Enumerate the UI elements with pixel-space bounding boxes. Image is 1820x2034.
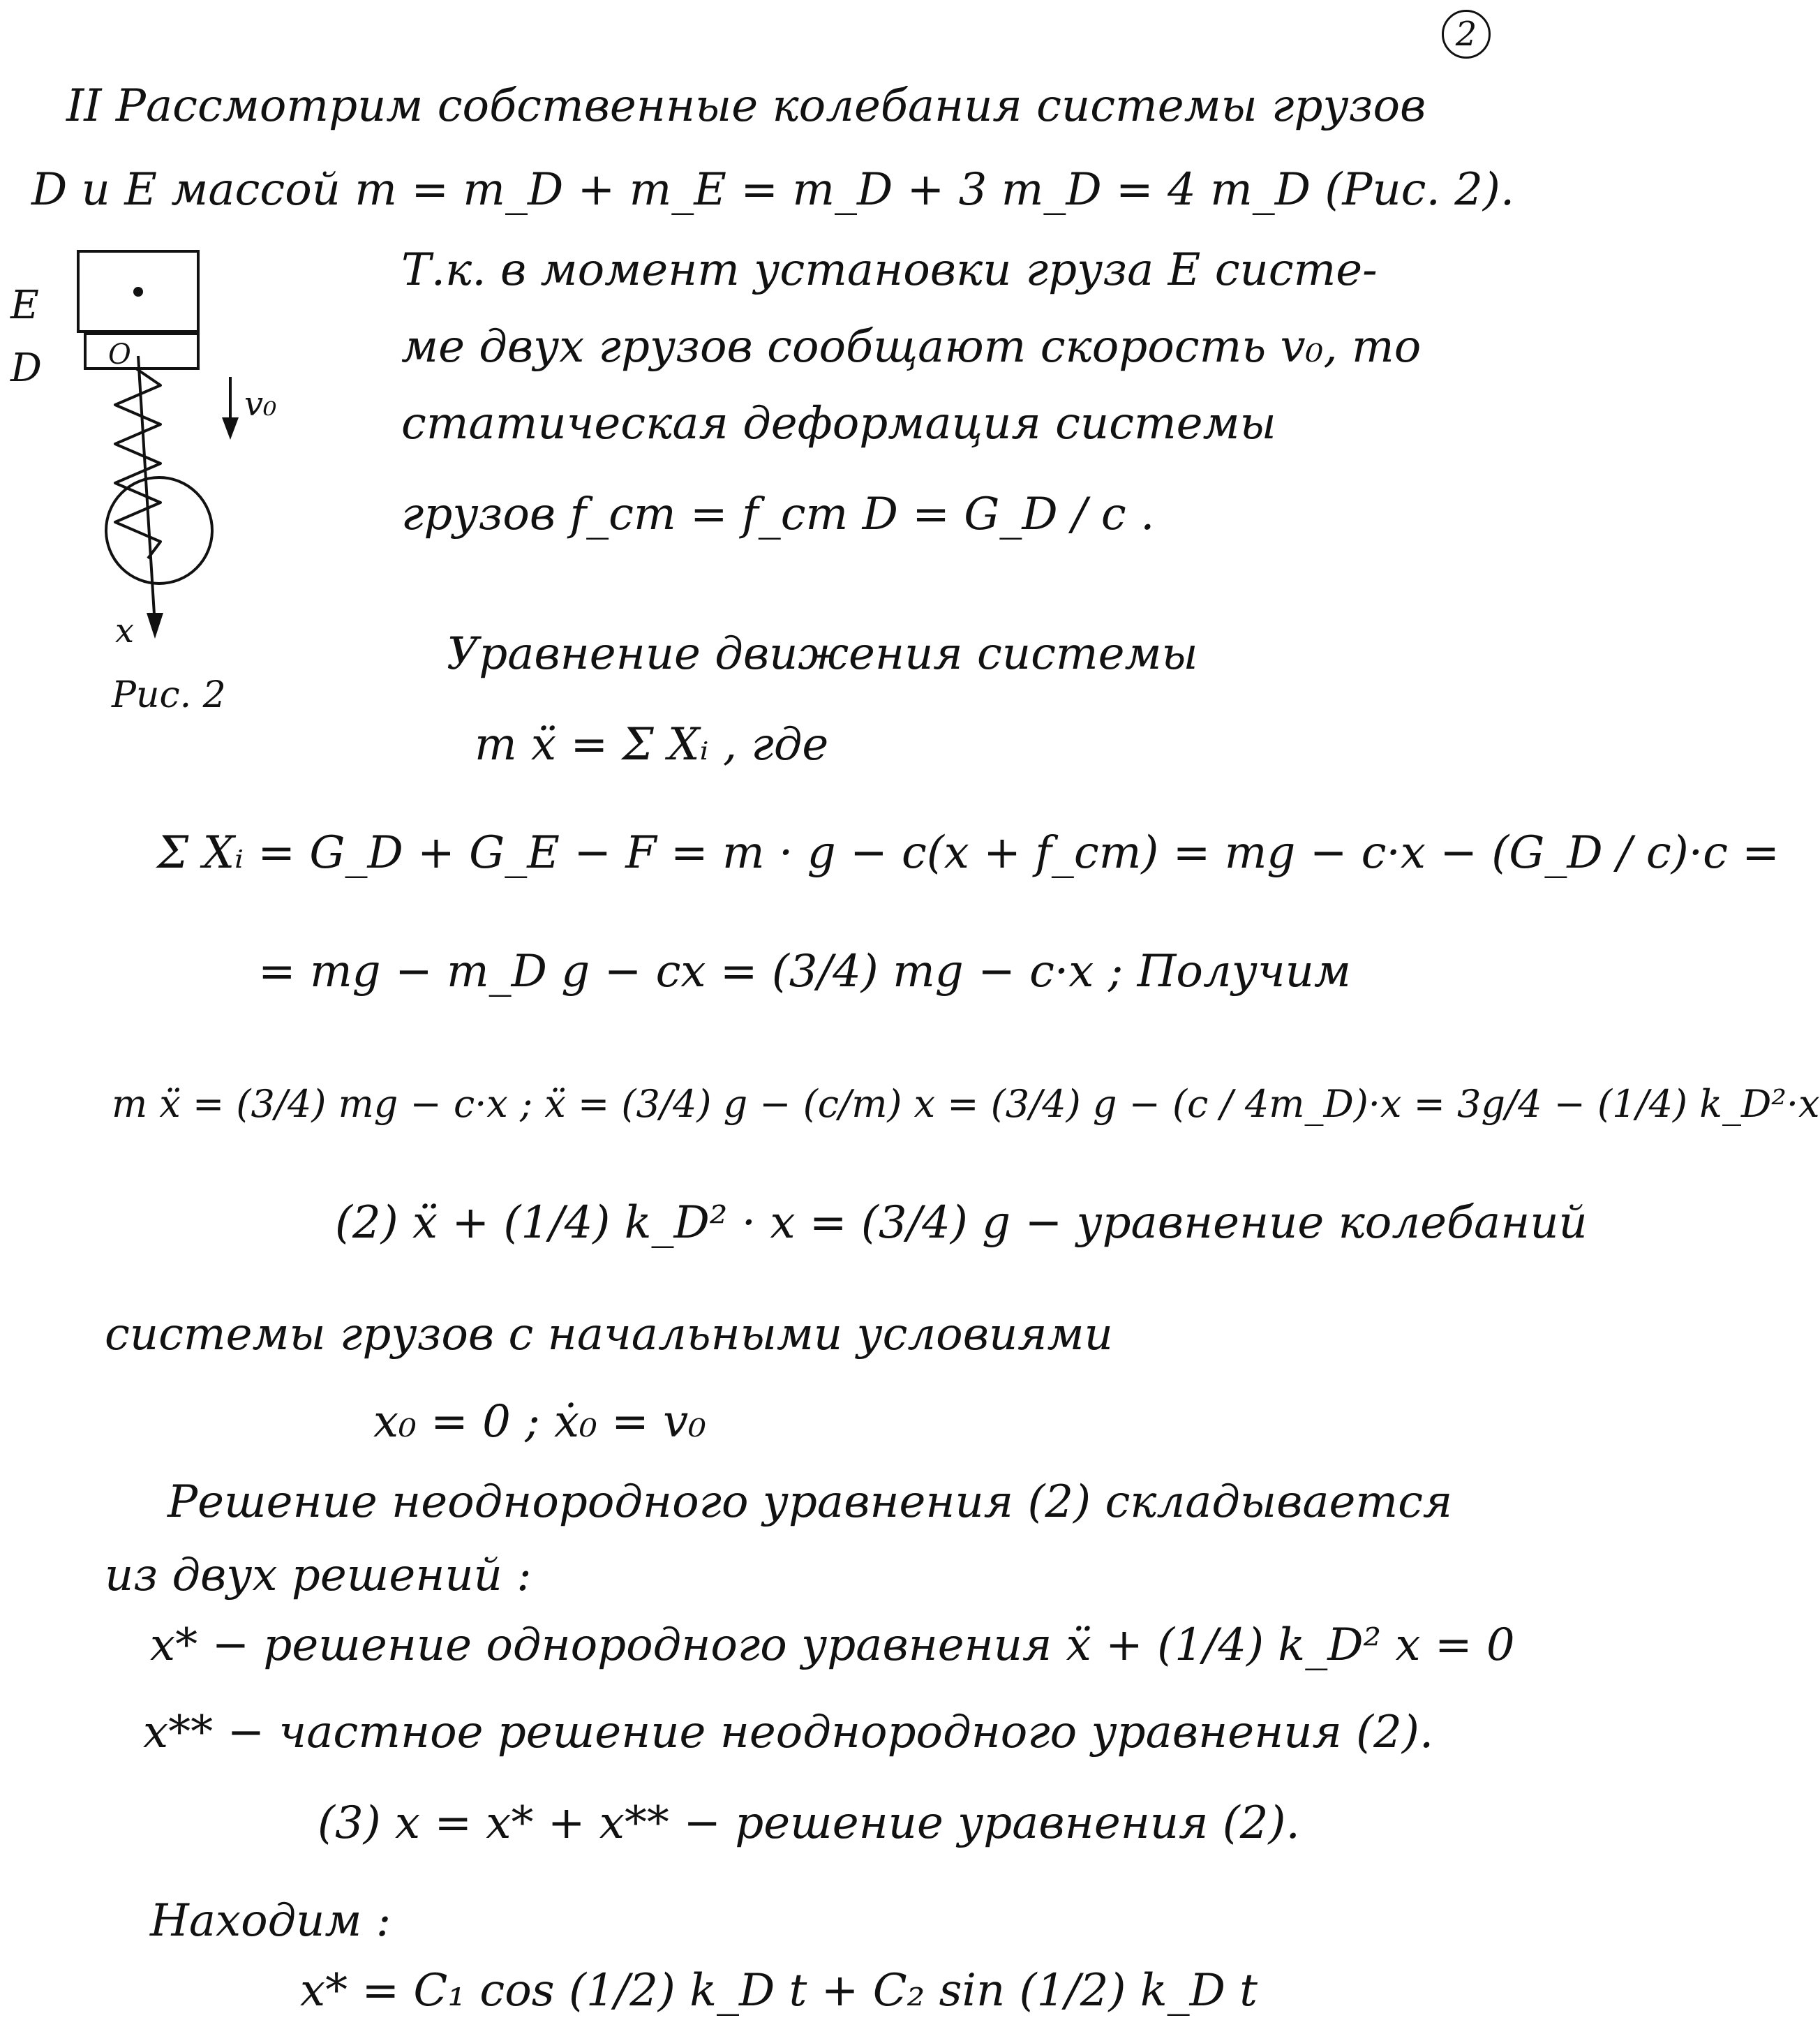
- text-line: x** − частное решение неоднородного уравнения (2).: [143, 1707, 1434, 1758]
- text-line: грузов f_ст = f_ст D = G_D / c .: [401, 489, 1155, 540]
- text-line: Решение неоднородного уравнения (2) складывается: [167, 1476, 1453, 1528]
- text-line: x₀ = 0 ; ẋ₀ = v₀: [373, 1396, 706, 1448]
- text-line: D и E массой m = m_D + m_E = m_D + 3 m_D = 4 m_D (Рис. 2).: [31, 164, 1515, 216]
- mechanism-diagram: [0, 230, 321, 733]
- x-axis-arrowhead: [147, 613, 163, 639]
- text-line: Σ Xᵢ = G_D + G_E − F = m · g − c(x + f_ст) = mg − c·x − (G_D / c)·c =: [157, 827, 1780, 879]
- label-v0: v₀: [244, 385, 277, 424]
- text-line: m ẍ = (3/4) mg − c·x ; ẍ = (3/4) g − (c/m) x = (3/4) g − (c / 4m_D)·x = 3g/4 − (1/4) k_D²·x: [112, 1082, 1820, 1126]
- figure-2: [0, 230, 321, 733]
- wheel: [106, 477, 212, 584]
- label-o: O: [108, 339, 131, 371]
- x-axis-line: [138, 356, 155, 625]
- text-line: Т.к. в момент установки груза E систе-: [401, 244, 1378, 296]
- load-e-center-dot: [133, 287, 143, 297]
- text-line: II Рассмотрим собственные колебания системы грузов: [66, 80, 1426, 132]
- spring: [115, 369, 161, 558]
- velocity-arrowhead: [222, 417, 239, 440]
- text-line: из двух решений :: [105, 1550, 532, 1601]
- text-line: x* = C₁ cos (1/2) k_D t + C₂ sin (1/2) k_D t: [300, 1965, 1258, 2017]
- text-line: x* − решение однородного уравнения ẍ + (1/4) k_D² x = 0: [150, 1619, 1515, 1671]
- text-line: (3) x = x* + x** − решение уравнения (2).: [318, 1797, 1300, 1849]
- page-number: 2: [1442, 10, 1491, 59]
- text-line: Находим :: [150, 1895, 391, 1947]
- text-line: системы грузов с начальными условиями: [105, 1309, 1113, 1360]
- figure-caption: Рис. 2: [112, 674, 226, 716]
- text-line: ме двух грузов сообщают скорость v₀, то: [401, 321, 1422, 373]
- text-line: статическая деформация системы: [401, 398, 1276, 450]
- load-d-plate: [85, 334, 198, 369]
- label-e: E: [10, 283, 39, 328]
- label-x: x: [115, 611, 135, 651]
- text-line: = mg − m_D g − cx = (3/4) mg − c·x ; Получим: [258, 946, 1351, 997]
- text-line: (2) ẍ + (1/4) k_D² · x = (3/4) g − уравнение колебаний: [335, 1197, 1588, 1249]
- label-d: D: [10, 346, 42, 391]
- text-line: Уравнение движения системы: [447, 628, 1198, 680]
- text-line: m ẍ = Σ Xᵢ , где: [475, 719, 829, 771]
